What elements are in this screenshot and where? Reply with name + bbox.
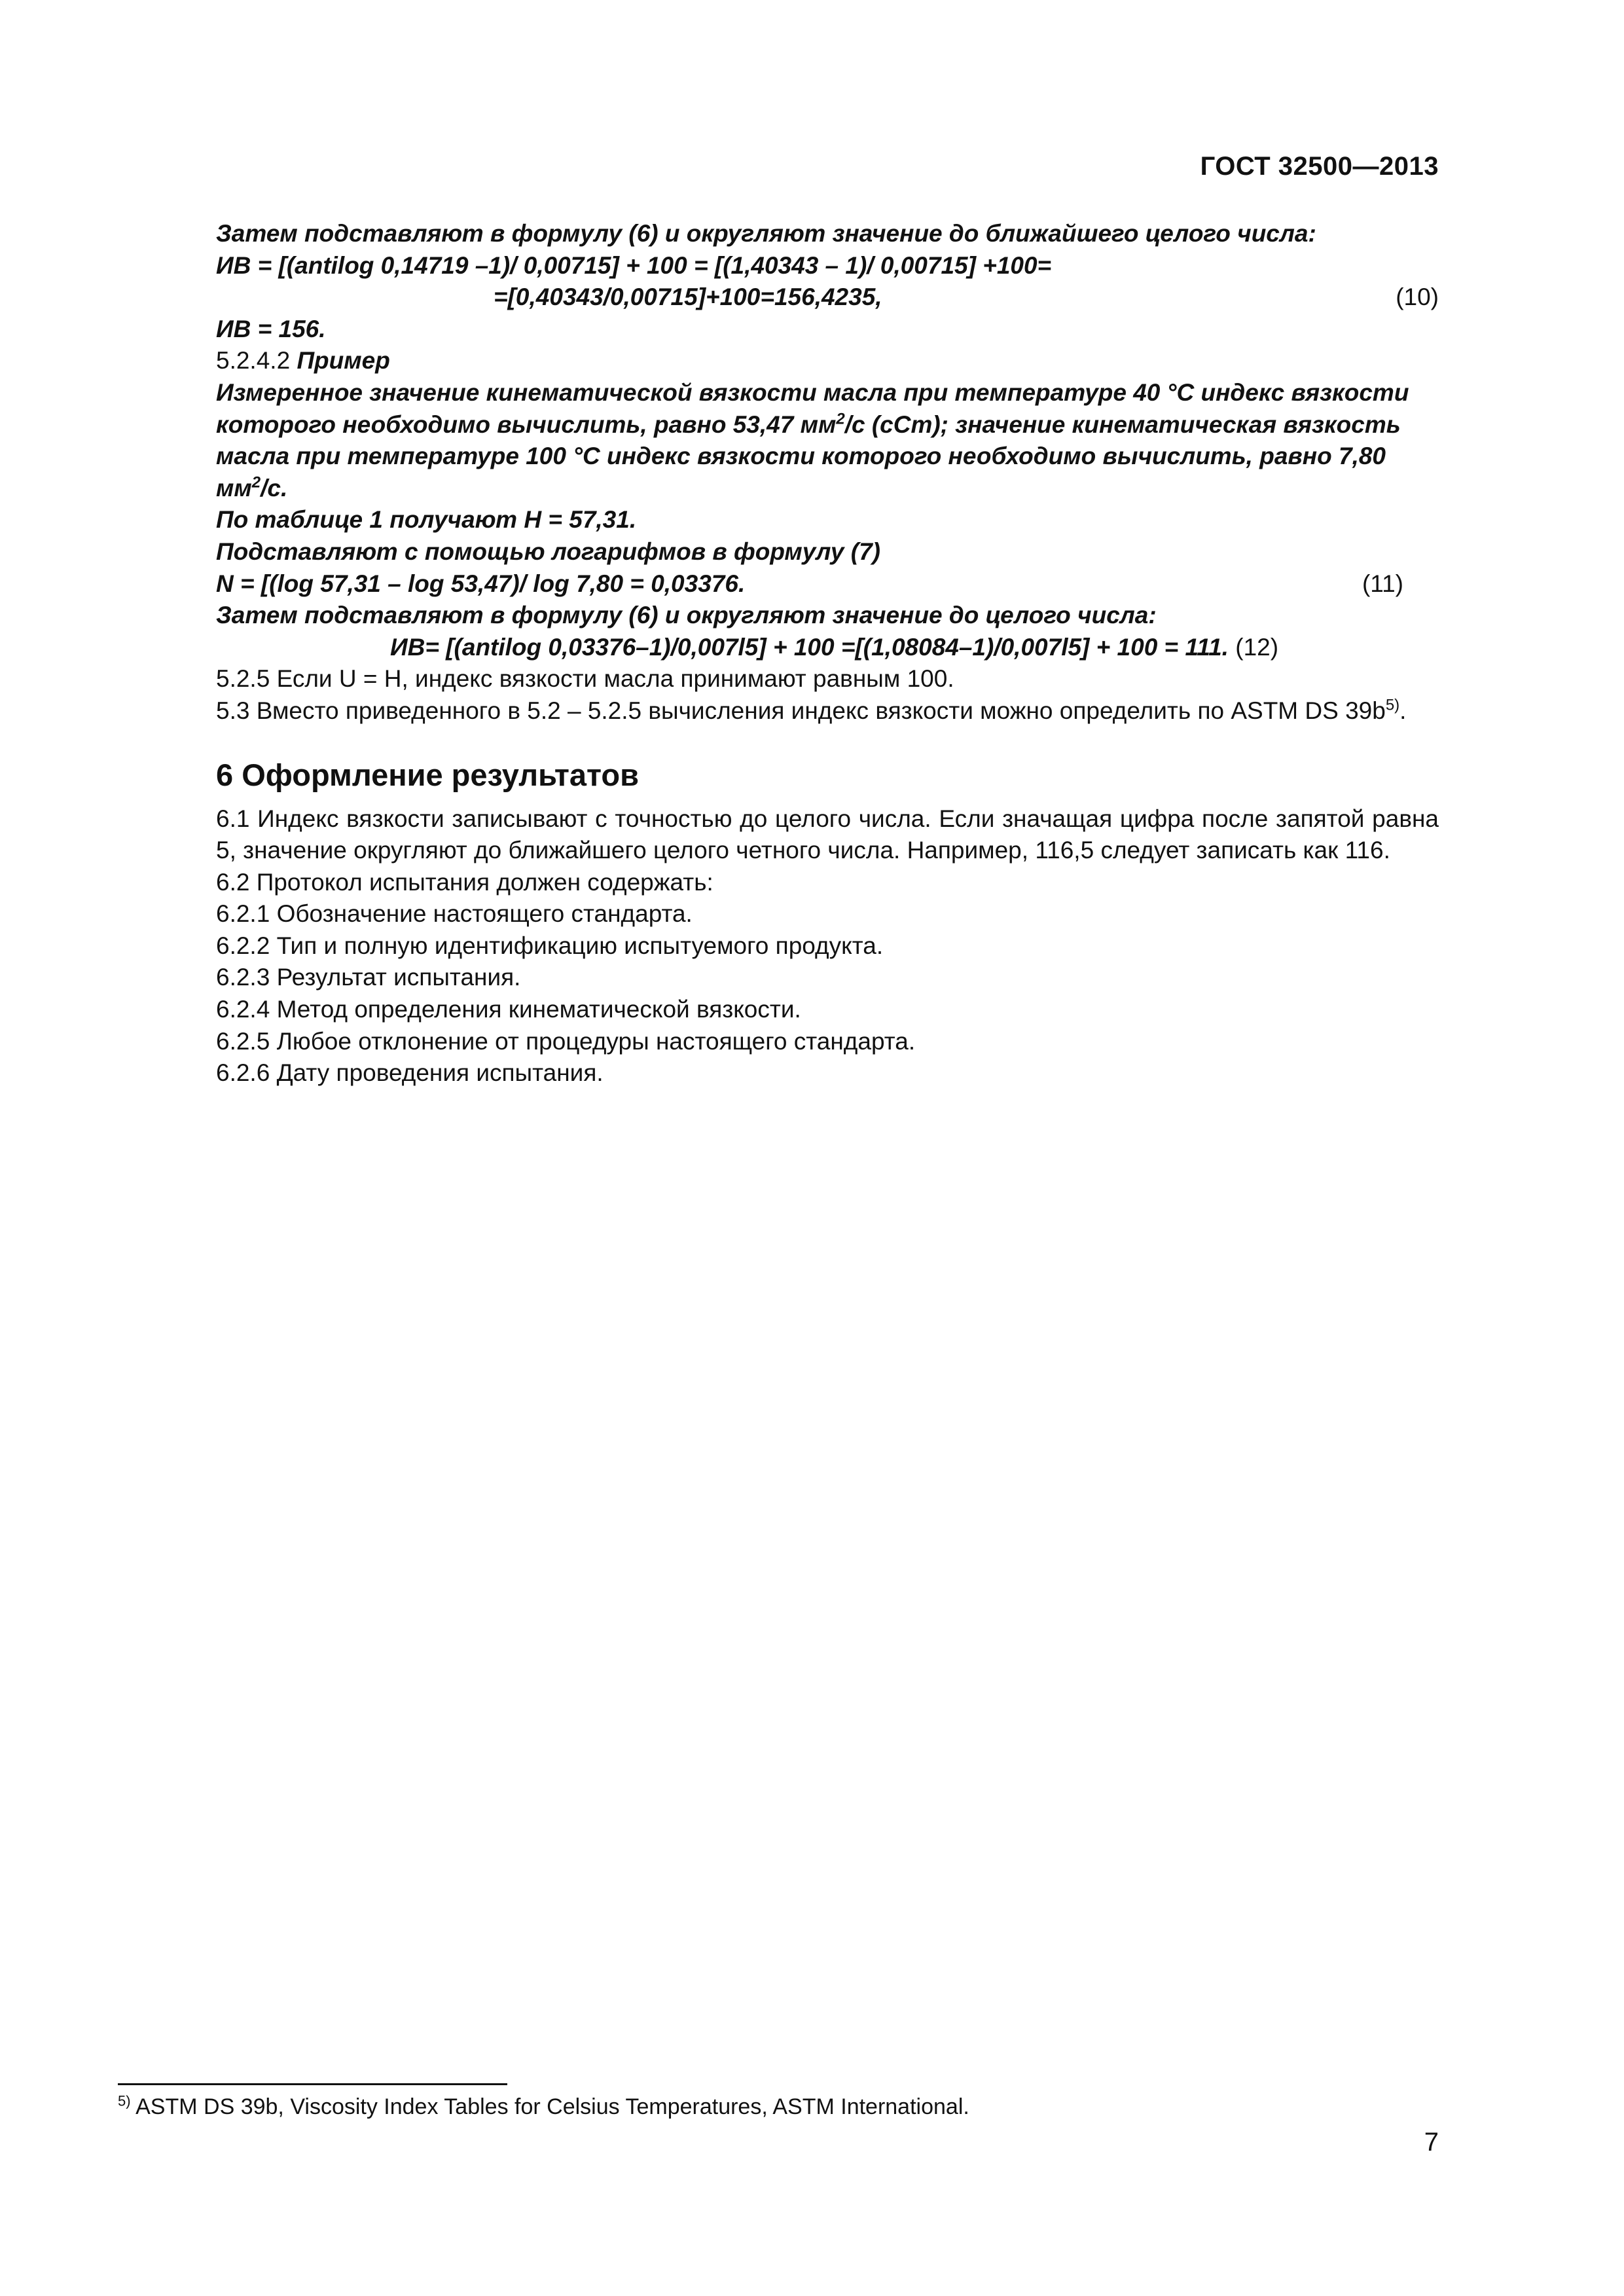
clause-5-3-end: .	[1399, 697, 1407, 724]
equation-number-12: (12)	[1235, 633, 1279, 661]
example-label	[118, 345, 1439, 377]
footnote-divider	[118, 2083, 507, 2085]
footnote-mark: 5)	[118, 2092, 131, 2109]
clause-5-3-text: 5.3 Вместо приведенного в 5.2 – 5.2.5 вычисления индекс вязкости можно определить по ASTM DS 39b	[216, 697, 1386, 724]
clause-6-2-2: 6.2.2 Тип и полную идентификацию испытуемого продукта.	[216, 932, 884, 959]
formula-iv2: ИВ= [(antilog 0,03376–1)/0,007l5] + 100 =[(1,08084–1)/0,007l5] + 100 = 111.	[390, 633, 1229, 661]
superscript-2a: 2	[836, 410, 845, 428]
page-number: 7	[1424, 2128, 1439, 2157]
formula-n: N = [(log 57,31 – log 53,47)/ log 7,80 = 0,03376.	[216, 570, 746, 597]
calc-intro: Затем подставляют в формулу (6) и округляют значение до ближайшего целого числа:	[216, 220, 1316, 247]
standard-code: ГОСТ 32500—2013	[1200, 152, 1439, 181]
formula-iv-line-2	[118, 282, 1439, 314]
example-text-a: Измеренное значение кинематической вязкости масла при температуре 40 °С индекс вязкости которого необходимо вычислить, равно 53,47 мм	[216, 378, 1409, 438]
footnote-5	[118, 2092, 969, 2121]
example-text-c: /с.	[261, 474, 288, 501]
clause-6-2-1: 6.2.1 Обозначение настоящего стандарта.	[216, 900, 693, 928]
clause-5-2-5: 5.2.5 Если U = H, индекс вязкости масла принимают равным 100.	[216, 665, 954, 693]
page-body	[118, 218, 1439, 1089]
table-lookup: По таблице 1 получают H = 57,31.	[216, 506, 637, 534]
formula-iv-line-1: ИВ = [(antilog 0,14719 –1)/ 0,00715] + 100 = [(1,40343 – 1)/ 0,00715] +100=	[216, 251, 1052, 279]
clause-6-2-5: 6.2.5 Любое отклонение от процедуры настоящего стандарта.	[216, 1027, 916, 1055]
example-title: Пример	[297, 347, 390, 374]
formula-iv2-line	[118, 632, 1439, 664]
footnote-text: ASTM DS 39b, Viscosity Index Tables for Celsius Temperatures, ASTM International.	[130, 2094, 969, 2119]
example-clause-number: 5.2.4.2	[216, 347, 291, 374]
equation-number-11: (11)	[1362, 570, 1403, 597]
equation-number-10: (10)	[1396, 283, 1439, 311]
clause-6-1: 6.1 Индекс вязкости записывают с точностью до целого числа. Если значащая цифра после запятой равна 5, значение округляют до ближайшего целого четного числа. Например, 116,5 следует записать как 116.	[216, 805, 1439, 864]
clause-5-3	[118, 695, 1439, 727]
substitution-note: Подставляют с помощью логарифмов в формулу (7)	[216, 538, 880, 565]
section-6-heading: 6 Оформление результатов	[216, 757, 640, 792]
formula-iv-result: ИВ = 156.	[216, 315, 326, 342]
rounding-note: Затем подставляют в формулу (6) и округляют значение до целого числа:	[216, 602, 1157, 629]
clause-6-2: 6.2 Протокол испытания должен содержать:	[216, 868, 713, 896]
clause-6-2-6: 6.2.6 Дату проведения испытания.	[216, 1059, 604, 1087]
superscript-2b: 2	[251, 473, 261, 492]
formula-n-line	[118, 568, 1439, 600]
example-text-b: /с (сСт); значение кинематическая вязкость масла при температуре 100 °С индекс вязкости которого необходимо вычислить, равно 7,80 мм	[216, 410, 1401, 501]
example-paragraph	[118, 377, 1439, 504]
clause-6-2-3: 6.2.3 Результат испытания.	[216, 964, 521, 991]
formula-iv-continuation: =[0,40343/0,00715]+100=156,4235,	[494, 283, 882, 311]
clause-6-2-4: 6.2.4 Метод определения кинематической вязкости.	[216, 996, 801, 1023]
footnote-ref-5: 5)	[1385, 696, 1400, 714]
